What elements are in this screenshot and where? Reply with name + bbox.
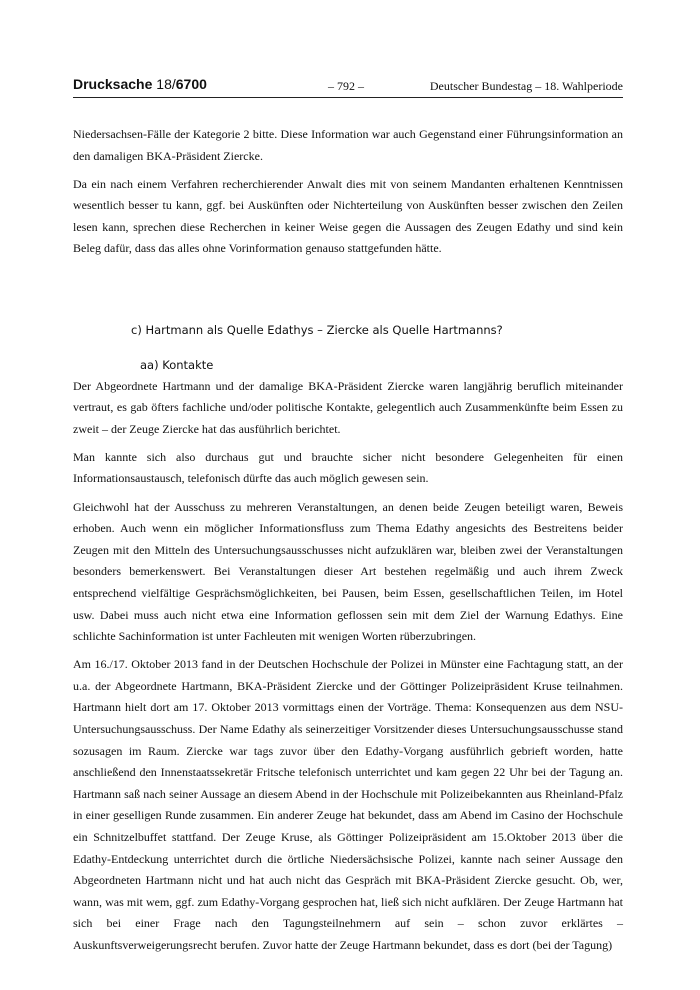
document-reference: Drucksache 18/6700 [73, 76, 207, 92]
page-header [73, 76, 623, 98]
paragraph: Niedersachsen-Fälle der Kategorie 2 bitte. Diese Information war auch Gegenstand einer Führungsinformation an den damaligen BKA-Präsident Ziercke. [73, 127, 623, 163]
paragraph: Der Abgeordnete Hartmann und der damalige BKA-Präsident Ziercke waren langjährig beruflich miteinander vertraut, es gab öfters fachliche und/oder politische Kontakte, gelegentlich auch Zusammenkünfte beim Essen zu zweit – der Zeuge Ziercke hat das ausführlich berichtet. [73, 378, 623, 436]
document-body [73, 124, 623, 963]
subsection-heading: aa) Kontakte [140, 357, 214, 372]
publisher-label: Deutscher Bundestag – 18. Wahlperiode [429, 79, 623, 93]
paragraph: Am 16./17. Oktober 2013 fand in der Deutschen Hochschule der Polizei in Münster eine Fachtagung statt, an der u.a. der Abgeordnete Hartmann, BKA-Präsident Ziercke und der Göttinger Polizeipräsident Kruse teilnahmen. Hartmann hielt dort am 17. Oktober 2013 vormittags einen der Vorträge. Thema: Konsequenzen aus dem NSU-Untersuchungsausschuss. Der Name Edathy als seinerzeitiger Vorsitzender dieses Untersuchungsausschusse stand sozusagen im Raum. Ziercke war tags zuvor über den Edathy-Vorgang ausführlich gebrieft worden, hatte anschließend den Innenstaatssekretär Fritsche telefonisch unterrichtet und kam gegen 22 Uhr bei der Tagung an. Hartmann saß nach seiner Aussage an diesem Abend in der Hochschule mit Polizeibekannten aus Rheinland-Pfalz in einer geselligen Runde zusammen. Ein anderer Zeuge hat bekundet, dass am Abend im Casino der Hochschule ein Schnitzelbuffet stattfand. Der Zeuge Kruse, als Göttinger Polizeipräsident am 15.Oktober 2013 über die Edathy-Entdeckung unterrichtet durch die örtliche Niedersächsische Polizei, kannte nach seiner Aussage den Abgeordneten Hartmann nicht und hat auch nicht das Gespräch mit BKA-Präsident Ziercke gesucht. Ob, wer, wann, was mit wem, ggf. zum Edathy-Vorgang gesprochen hat, ließ sich nicht aufklären. Der Zeuge Hartmann hat sich bei einer Frage nach den Tagungsteilnehmern auf sein – schon zuvor erklärtes – Auskunftsverweigerungsrecht berufen. Zuvor hatte der Zeuge Hartmann bekundet, dass es dort (bei der Tagung) [73, 657, 623, 952]
page-number: – 792 – [328, 79, 364, 93]
paragraph: Da ein nach einem Verfahren recherchierender Anwalt dies mit von seinem Mandanten erhaltenen Kenntnissen wesentlich besser tu kann, ggf. bei Auskünften oder Nichterteilung von Auskünften besser zwischen den Zeilen lesen kann, sprechen diese Recherchen in keiner Weise gegen die Aussagen des Zeugen Edathy und sind kein Beleg dafür, dass das alles ohne Vorinformation genauso stattgefunden hätte. [73, 176, 623, 256]
section-gap [73, 267, 623, 321]
paragraph: Gleichwohl hat der Ausschuss zu mehreren Veranstaltungen, an denen beide Zeugen beteiligt waren, Beweis erhoben. Auch wenn ein möglicher Informationsfluss zum Thema Edathy angesichts des Bestreitens beider Zeugen mit den Mitteln des Untersuchungsausschusses nicht aufzuklären war, bleiben zwei der Veranstaltungen besonders bemerkenswert. Bei Veranstaltungen dieser Art bestehen regelmäßig und auch ihrem Zweck entsprechend vielfältige Gesprächsmöglichkeiten, bei Pausen, beim Essen, gesellschaftlichen Teilen, im Hotel usw. Dabei muss auch nicht etwa eine Information geflossen sein mit dem Ziel der Warnung Edathys. Eine schlichte Sachinformation ist unter Fachleuten mit wenigen Worten rüberzubringen. [73, 499, 623, 644]
paragraph: Man kannte sich also durchaus gut und brauchte sicher nicht besondere Gelegenheiten für einen Informationsaustausch, telefonisch dürfte das auch möglich gewesen sein. [73, 449, 623, 486]
section-heading: c) Hartmann als Quelle Edathys – Ziercke als Quelle Hartmanns? [131, 322, 503, 337]
